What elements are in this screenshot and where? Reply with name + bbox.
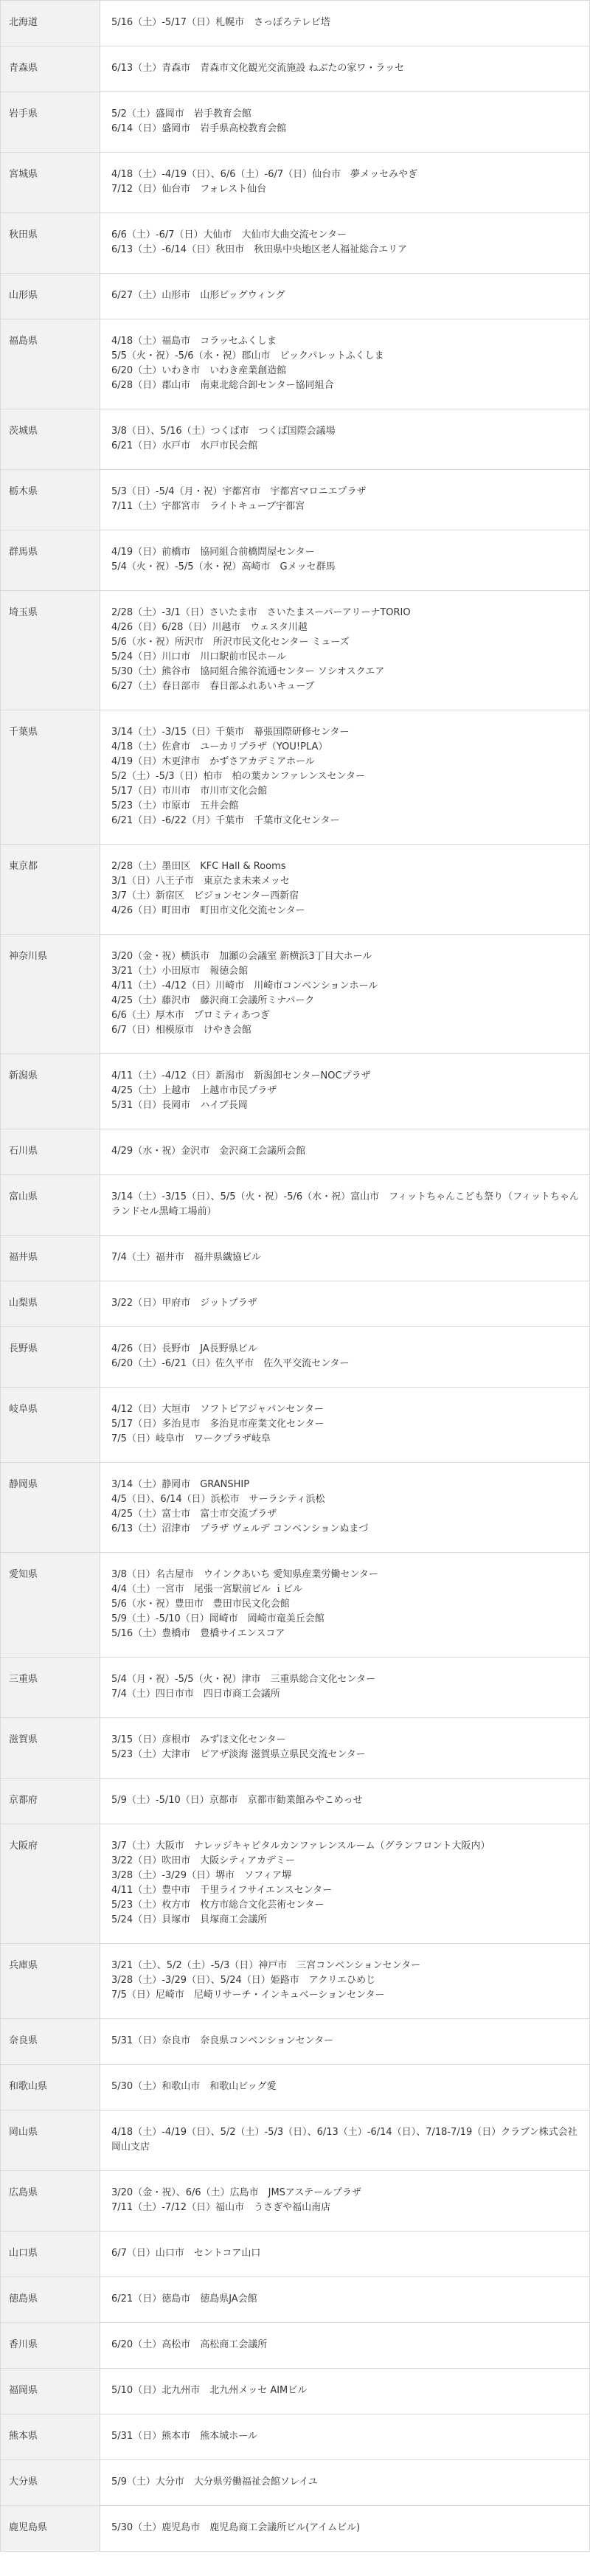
events-cell xyxy=(100,1658,590,1718)
event-line: 6/13（土）-6/14（日）秋田市 秋田県中央地区老人福祉総合エリア xyxy=(111,244,408,255)
events-cell xyxy=(100,409,590,470)
prefecture-cell: 愛知県 xyxy=(1,1553,100,1658)
events-cell xyxy=(100,2232,590,2277)
events-cell xyxy=(100,1388,590,1463)
event-line: 6/13（土）青森市 青森市文化観光交流施設 ねぶたの家ワ・ラッセ xyxy=(111,63,405,74)
event-line: 4/5（日）、6/14（日）浜松市 サーラシティ浜松 xyxy=(111,1494,325,1505)
events-cell xyxy=(100,2019,590,2065)
event-line: 4/18（土）福島市 コラッセふくしま xyxy=(111,336,277,347)
table-row xyxy=(1,2506,590,2552)
events-cell xyxy=(100,2369,590,2414)
events-cell xyxy=(100,1,590,46)
event-line: 7/12（日）仙台市 フォレスト仙台 xyxy=(111,184,267,195)
prefecture-cell: 千葉県 xyxy=(1,710,100,845)
prefecture-cell: 徳島県 xyxy=(1,2277,100,2323)
prefecture-cell: 群馬県 xyxy=(1,530,100,591)
event-line: 4/29（水・祝）金沢市 金沢商工会議所会館 xyxy=(111,1146,306,1157)
table-row xyxy=(1,1129,590,1175)
events-cell xyxy=(100,2323,590,2369)
event-line: 4/18（土）佐倉市 ユーカリプラザ（YOU!PLA） xyxy=(111,741,328,752)
prefecture-cell: 滋賀県 xyxy=(1,1718,100,1779)
prefecture-cell: 山口県 xyxy=(1,2232,100,2277)
event-line: 6/7（日）相模原市 けやき会館 xyxy=(111,1025,251,1036)
event-line: 4/26（日）町田市 町田市文化交流センター xyxy=(111,905,305,916)
event-line: 6/21（日）-6/22（月）千葉市 千葉市文化センター xyxy=(111,815,340,826)
table-row xyxy=(1,1824,590,1944)
prefecture-cell: 長野県 xyxy=(1,1327,100,1388)
event-line: 4/25（土）上越市 上越市市民プラザ xyxy=(111,1085,277,1096)
table-row xyxy=(1,1658,590,1718)
table-row xyxy=(1,153,590,213)
event-line: 5/2（土）-5/3（日）柏市 柏の葉カンファレンスセンター xyxy=(111,771,366,782)
event-line: 3/8（日）名古屋市 ウインクあいち 愛知県産業労働センター xyxy=(111,1569,378,1580)
event-line: 5/2（土）盛岡市 岩手教育会館 xyxy=(111,108,251,120)
table-row xyxy=(1,213,590,274)
events-cell xyxy=(100,845,590,935)
prefecture-cell: 三重県 xyxy=(1,1658,100,1718)
table-row xyxy=(1,1281,590,1327)
event-line: 4/18（土）-4/19（日）、5/2（土）-5/3（日）、6/13（土）-6/14（日）、7/18-7/19（日）クラブン株式会社 岡山支店 xyxy=(111,2127,587,2153)
table-row xyxy=(1,1236,590,1281)
events-cell xyxy=(100,1779,590,1824)
prefecture-cell: 青森県 xyxy=(1,46,100,92)
events-cell xyxy=(100,710,590,845)
event-line: 3/22（日）甲府市 ジットプラザ xyxy=(111,1298,257,1309)
event-line: 5/30（土）和歌山市 和歌山ビッグ愛 xyxy=(111,2081,277,2092)
event-line: 5/6（水・祝）所沢市 所沢市民文化センター ミューズ xyxy=(111,637,350,648)
events-cell xyxy=(100,1129,590,1175)
events-cell xyxy=(100,1824,590,1944)
prefecture-cell: 岐阜県 xyxy=(1,1388,100,1463)
table-row xyxy=(1,2460,590,2506)
prefecture-cell: 香川県 xyxy=(1,2323,100,2369)
event-line: 3/7（土）大阪市 ナレッジキャピタルカンファレンスルーム（グランフロント大阪内） xyxy=(111,1841,490,1852)
events-cell xyxy=(100,92,590,153)
event-line: 3/1（日）八王子市 東京たま未来メッセ xyxy=(111,876,290,887)
prefecture-cell: 岡山県 xyxy=(1,2111,100,2171)
prefecture-cell: 栃木県 xyxy=(1,470,100,530)
event-line: 4/25（土）藤沢市 藤沢商工会議所ミナパーク xyxy=(111,995,315,1006)
events-cell xyxy=(100,274,590,319)
table-row xyxy=(1,935,590,1054)
events-cell xyxy=(100,1281,590,1327)
events-cell xyxy=(100,1327,590,1388)
prefecture-cell: 岩手県 xyxy=(1,92,100,153)
event-line: 5/3（日）-5/4（月・祝）宇都宮市 宇都宮マロニエプラザ xyxy=(111,486,367,497)
prefecture-cell: 広島県 xyxy=(1,2171,100,2232)
table-row xyxy=(1,46,590,92)
table-row xyxy=(1,2323,590,2369)
events-cell xyxy=(100,2171,590,2232)
event-line: 5/9（土）大分市 大分県労働福祉会館ソレイユ xyxy=(111,2476,318,2487)
events-cell xyxy=(100,46,590,92)
event-line: 7/11（土）宇都宮市 ライトキューブ宇都宮 xyxy=(111,501,305,512)
table-row xyxy=(1,1054,590,1129)
event-line: 6/20（土）-6/21（日）佐久平市 佐久平交流センター xyxy=(111,1358,350,1369)
table-row xyxy=(1,1553,590,1658)
prefecture-cell: 石川県 xyxy=(1,1129,100,1175)
prefecture-cell: 埼玉県 xyxy=(1,591,100,710)
prefecture-cell: 奈良県 xyxy=(1,2019,100,2065)
schedule-body xyxy=(1,1,590,2552)
event-line: 5/31（日）長岡市 ハイブ長岡 xyxy=(111,1100,248,1111)
event-line: 3/20（金・祝）横浜市 加瀬の会議室 新横浜3丁目大ホール xyxy=(111,951,372,962)
events-cell xyxy=(100,319,590,409)
table-row xyxy=(1,845,590,935)
table-row xyxy=(1,591,590,710)
events-cell xyxy=(100,2277,590,2323)
event-line: 6/20（土）高松市 高松商工会議所 xyxy=(111,2339,268,2350)
event-line: 3/28（土）-3/29（日）堺市 ソフィア堺 xyxy=(111,1870,292,1881)
event-line: 5/4（月・祝）-5/5（火・祝）津市 三重県総合文化センター xyxy=(111,1674,376,1685)
event-line: 5/23（土）枚方市 枚方市総合文化芸術センター xyxy=(111,1900,324,1911)
event-line: 3/14（土）静岡市 GRANSHIP xyxy=(111,1479,250,1490)
event-line: 5/31（日）熊本市 熊本城ホール xyxy=(111,2431,257,2442)
event-line: 5/23（土）市原市 五井会館 xyxy=(111,800,239,811)
prefecture-cell: 兵庫県 xyxy=(1,1944,100,2019)
event-line: 4/26（日）6/28（日）川越市 ウェスタ川越 xyxy=(111,622,308,633)
event-line: 5/5（火・祝）-5/6（水・祝）郡山市 ビックパレットふくしま xyxy=(111,350,384,361)
table-row xyxy=(1,2111,590,2171)
prefecture-cell: 静岡県 xyxy=(1,1463,100,1553)
events-cell xyxy=(100,1463,590,1553)
event-line: 3/15（日）彦根市 みずほ文化センター xyxy=(111,1734,286,1745)
table-row xyxy=(1,274,590,319)
prefecture-cell: 秋田県 xyxy=(1,213,100,274)
events-cell xyxy=(100,1553,590,1658)
event-line: 6/7（日）山口市 セントコア山口 xyxy=(111,2248,261,2259)
event-line: 3/28（土）-3/29（日）、5/24（日）姫路市 アクリエひめじ xyxy=(111,1975,376,1986)
event-line: 6/28（日）郡山市 南東北総合卸センター協同組合 xyxy=(111,380,334,391)
event-line: 7/5（日）岐阜市 ワークプラザ岐阜 xyxy=(111,1433,271,1444)
event-line: 4/18（土）-4/19（日）、6/6（土）-6/7（日）仙台市 夢メッセみやぎ xyxy=(111,169,418,180)
prefecture-cell: 北海道 xyxy=(1,1,100,46)
event-line: 3/20（金・祝）、6/6（土）広島市 JMSアステールプラザ xyxy=(111,2187,361,2198)
events-cell xyxy=(100,591,590,710)
prefecture-cell: 京都府 xyxy=(1,1779,100,1824)
events-cell xyxy=(100,2460,590,2506)
event-line: 5/23（土）大津市 ピアザ淡海 滋賀県立県民交流センター xyxy=(111,1749,366,1760)
events-cell xyxy=(100,1944,590,2019)
prefecture-cell: 宮城県 xyxy=(1,153,100,213)
table-row xyxy=(1,1944,590,2019)
table-row xyxy=(1,1327,590,1388)
event-line: 5/4（火・祝）-5/5（水・祝）高崎市 Gメッセ群馬 xyxy=(111,561,336,572)
table-row xyxy=(1,2065,590,2111)
table-row xyxy=(1,470,590,530)
event-line: 5/17（日）多治見市 多治見市産業文化センター xyxy=(111,1419,324,1430)
event-line: 3/22（日）吹田市 大阪シティアカデミー xyxy=(111,1855,296,1866)
table-row xyxy=(1,2232,590,2277)
events-cell xyxy=(100,213,590,274)
events-cell xyxy=(100,470,590,530)
events-cell xyxy=(100,935,590,1054)
event-line: 6/6（土）-6/7（日）大仙市 大仙市大曲交流センター xyxy=(111,229,347,240)
event-line: 5/9（土）-5/10（日）京都市 京都市勧業館みやこめっせ xyxy=(111,1795,363,1806)
event-line: 4/4（土）一宮市 尾張一宮駅前ビル ｉビル xyxy=(111,1584,303,1595)
prefecture-cell: 神奈川県 xyxy=(1,935,100,1054)
event-line: 3/7（土）新宿区 ビジョンセンター西新宿 xyxy=(111,890,299,901)
events-cell xyxy=(100,1718,590,1779)
events-cell xyxy=(100,2111,590,2171)
table-row xyxy=(1,1388,590,1463)
event-line: 7/4（土）四日市市 四日市商工会議所 xyxy=(111,1689,280,1700)
events-cell xyxy=(100,530,590,591)
event-line: 7/4（土）福井市 福井県繊協ビル xyxy=(111,1252,261,1263)
event-line: 6/20（土）いわき市 いわき産業創造館 xyxy=(111,365,287,376)
event-line: 4/19（日）前橋市 協同組合前橋問屋センター xyxy=(111,547,315,558)
event-line: 5/10（日）北九州市 北九州メッセ AIMビル xyxy=(111,2385,308,2396)
event-line: 5/31（日）奈良市 奈良県コンベンションセンター xyxy=(111,2035,334,2046)
event-line: 5/16（土）豊橋市 豊橋サイエンスコア xyxy=(111,1628,285,1639)
events-cell xyxy=(100,2506,590,2552)
event-line: 3/8（日）、5/16（土）つくば市 つくば国際会議場 xyxy=(111,426,336,437)
event-line: 5/17（日）市川市 市川市文化会館 xyxy=(111,786,268,797)
event-line: 4/11（土）豊中市 千里ライフサイエンスセンター xyxy=(111,1885,333,1896)
event-line: 2/28（土）墨田区 KFC Hall & Rooms xyxy=(111,861,286,872)
event-line: 3/14（土）-3/15（日）千葉市 幕張国際研修センター xyxy=(111,727,350,738)
prefecture-cell: 茨城県 xyxy=(1,409,100,470)
prefecture-cell: 東京都 xyxy=(1,845,100,935)
prefecture-cell: 福岡県 xyxy=(1,2369,100,2414)
event-line: 6/6（土）厚木市 プロミティあつぎ xyxy=(111,1010,270,1021)
event-line: 7/11（土）-7/12（日）福山市 うさぎや福山南店 xyxy=(111,2202,331,2213)
prefecture-cell: 和歌山県 xyxy=(1,2065,100,2111)
event-line: 6/21（日）水戸市 水戸市民会館 xyxy=(111,440,258,451)
event-line: 3/14（土）-3/15（日）、5/5（火・祝）-5/6（水・祝）富山市 フィットちゃんこども祭り（フィットちゃんランドセル黒崎工場前） xyxy=(111,1191,580,1217)
prefecture-cell: 新潟県 xyxy=(1,1054,100,1129)
table-row xyxy=(1,2019,590,2065)
event-line: 4/19（日）木更津市 かずさアカデミアホール xyxy=(111,756,315,767)
event-line: 3/21（土）、5/2（土）-5/3（日）神戸市 三宮コンベンションセンター xyxy=(111,1960,421,1971)
table-row xyxy=(1,1718,590,1779)
table-row xyxy=(1,2414,590,2460)
event-line: 5/24（日）川口市 川口駅前市民ホール xyxy=(111,651,286,662)
event-line: 5/9（土）-5/10（日）岡崎市 岡崎市竜美丘会館 xyxy=(111,1613,324,1624)
table-row xyxy=(1,319,590,409)
prefecture-cell: 大阪府 xyxy=(1,1824,100,1944)
table-row xyxy=(1,92,590,153)
prefecture-cell: 大分県 xyxy=(1,2460,100,2506)
table-row xyxy=(1,1,590,46)
event-line: 6/13（土）沼津市 プラザ ヴェルデ コンベンションぬまづ xyxy=(111,1523,369,1534)
event-line: 4/25（土）富士市 富士市交流プラザ xyxy=(111,1509,277,1520)
event-line: 5/30（土）鹿児島市 鹿児島商工会議所ビル(アイムビル) xyxy=(111,2522,361,2533)
prefecture-cell: 熊本県 xyxy=(1,2414,100,2460)
table-row xyxy=(1,1463,590,1553)
events-cell xyxy=(100,153,590,213)
event-line: 6/27（土）山形市 山形ビッグウィング xyxy=(111,290,285,301)
event-line: 5/24（日）貝塚市 貝塚商工会議所 xyxy=(111,1914,268,1925)
events-cell xyxy=(100,1175,590,1236)
table-row xyxy=(1,710,590,845)
events-cell xyxy=(100,1054,590,1129)
prefecture-cell: 山梨県 xyxy=(1,1281,100,1327)
event-line: 4/11（土）-4/12（日）川崎市 川崎市コンベンションホール xyxy=(111,980,378,991)
prefecture-cell: 鹿児島県 xyxy=(1,2506,100,2552)
event-line: 5/16（土）-5/17（日）札幌市 さっぽろテレビ塔 xyxy=(111,17,330,28)
table-row xyxy=(1,2171,590,2232)
prefecture-cell: 福島県 xyxy=(1,319,100,409)
table-row xyxy=(1,409,590,470)
event-line: 6/14（日）盛岡市 岩手県高校教育会館 xyxy=(111,123,287,134)
event-line: 7/5（日）尼崎市 尼崎リサーチ・インキュベーションセンター xyxy=(111,1990,385,2001)
table-row xyxy=(1,530,590,591)
event-line: 5/6（水・祝）豊田市 豊田市民文化会館 xyxy=(111,1599,290,1610)
table-row xyxy=(1,1175,590,1236)
table-row xyxy=(1,2277,590,2323)
table-row xyxy=(1,1779,590,1824)
events-cell xyxy=(100,1236,590,1281)
prefecture-cell: 福井県 xyxy=(1,1236,100,1281)
events-cell xyxy=(100,2065,590,2111)
event-line: 5/30（土）熊谷市 協同組合熊谷流通センター ソシオスクエア xyxy=(111,666,385,677)
event-line: 4/12（日）大垣市 ソフトピアジャパンセンター xyxy=(111,1404,324,1415)
event-line: 4/26（日）長野市 JA長野県ビル xyxy=(111,1343,257,1354)
table-row xyxy=(1,2369,590,2414)
prefecture-cell: 富山県 xyxy=(1,1175,100,1236)
event-line: 3/21（土）小田原市 報徳会館 xyxy=(111,966,249,977)
event-line: 6/21（日）徳島市 徳島県JA会館 xyxy=(111,2293,257,2305)
events-cell xyxy=(100,2414,590,2460)
event-line: 4/11（土）-4/12（日）新潟市 新潟卸センターNOCプラザ xyxy=(111,1070,371,1081)
event-line: 6/27（土）春日部市 春日部ふれあいキューブ xyxy=(111,681,315,692)
event-line: 2/28（土）-3/1（日）さいたま市 さいたまスーパーアリーナTORIO xyxy=(111,607,411,618)
prefecture-cell: 山形県 xyxy=(1,274,100,319)
